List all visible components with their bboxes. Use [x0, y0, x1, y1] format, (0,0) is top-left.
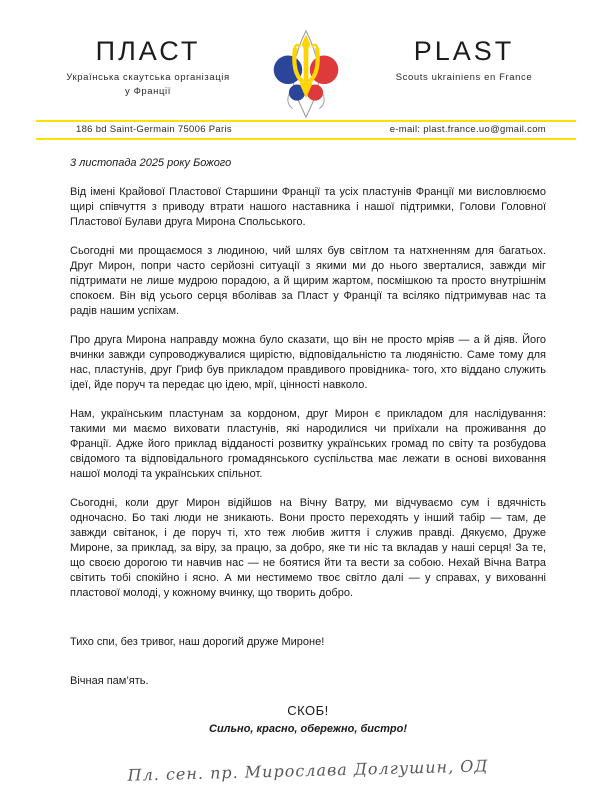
- plast-logo: [256, 28, 356, 123]
- letterhead-right: [356, 28, 572, 85]
- closing-line-memory: Вічная пам’ять.: [70, 675, 149, 687]
- closing-line-rest: Тихо спи, без тривог, наш дорогий друже Мироне!: [70, 636, 325, 648]
- email-text: e-mail: plast.france.uo@gmail.com: [389, 124, 546, 135]
- scout-motto: Сильно, красно, обережно, бистро!: [209, 723, 407, 735]
- letterhead: [0, 0, 612, 120]
- paragraph-example: Нам, українським пластунам за кордоном, друг Мирон є прикладом для наслідування: такими ми маємо виховати пластунів, які народилися чи приїхали на проживання до Франції. Адже його приклад відданості розвитку українських громад по світу та розбудова свідомого та відповідального громадянського суспільства має лежати в основі виховання нашої молоді та українських спільнот.: [70, 408, 546, 480]
- letterhead-left: [40, 28, 256, 100]
- date-line: 3 листопада 2025 року Божого: [70, 157, 232, 169]
- paragraph-eternal-fire: Сьогодні, коли друг Мирон відійшов на Вічну Ватру, ми відчуваємо сум і вдячність одночасно. Бо такі люди не зникають. Вони просто переходять у інший табір — там, де завжди світанок, і де поруч ті, хто теж любив життя і служив правді. Дякуємо, Друже Мироне, за приклад, за віру, за працю, за добро, яке ти ніс та вкладав у наші серця! За те, що своєю дорогою ти навчив нас — не боятися йти та вести за собою. Нехай Вічна Ватра світить тобі спокійно і ясно. А ми нестимемо твоє світло далі — у справах, у вихованні пластової молоді, у кожному вчинку, що творить добро.: [70, 497, 546, 599]
- paragraph-deeds: Про друга Мирона направду можна було сказати, що він не просто мріяв — а й діяв. Його вчинки завжди супроводжувалися щирістю, відповідальністю та людяністю. Саме тому для нас, пластунів, друг Гриф був прикладом правдивого провідника- того, хто віддано служить ідеї, йде поруч та передає цю ідею, мрії, цінності навколо.: [70, 334, 546, 391]
- org-title-french: PLAST: [413, 36, 515, 66]
- org-subtitle-ukrainian: [40, 71, 256, 100]
- org-subtitle-french: Scouts ukrainiens en France: [395, 72, 533, 83]
- address-text: 186 bd Saint-Germain 75006 Paris: [76, 124, 232, 135]
- letter-body: [0, 140, 612, 785]
- paragraph-condolence: Від імені Крайової Пластової Старшини Франції та усіх пластунів Франції ми висловлюємо щирі співчуття з приводу втрати нашого наставника і нашої підтримки, Голови Головної Пластової Булави друга Мирона Спольського.: [70, 186, 546, 228]
- org-title-ukrainian: ПЛАСТ: [95, 36, 201, 66]
- fleur-de-lis-trident-icon: [256, 28, 356, 123]
- org-subtitle-line1: Українська скаутська організація: [66, 72, 230, 83]
- scout-salute: СКОБ!: [287, 703, 329, 718]
- handwritten-signature: Пл. сен. пр. Мирослава Долгушин, ОД: [127, 756, 489, 785]
- paragraph-farewell: Сьогодні ми прощаємося з людиною, чий шлях був світлом та натхненням для багатьох. Друг Мирон, попри часто серйозні ситуації з якими ми до нього зверталися, завжди міг підтримати не лише мудрою порадою, а й щирим жартом, посмішкою та просто внутрішнім спокоєм. Він від усього серця вболівав за Пласт у Франції та всіляко підтримував нас та радів нашим успіхам.: [70, 245, 546, 317]
- org-subtitle-line2: у Франції: [124, 86, 172, 98]
